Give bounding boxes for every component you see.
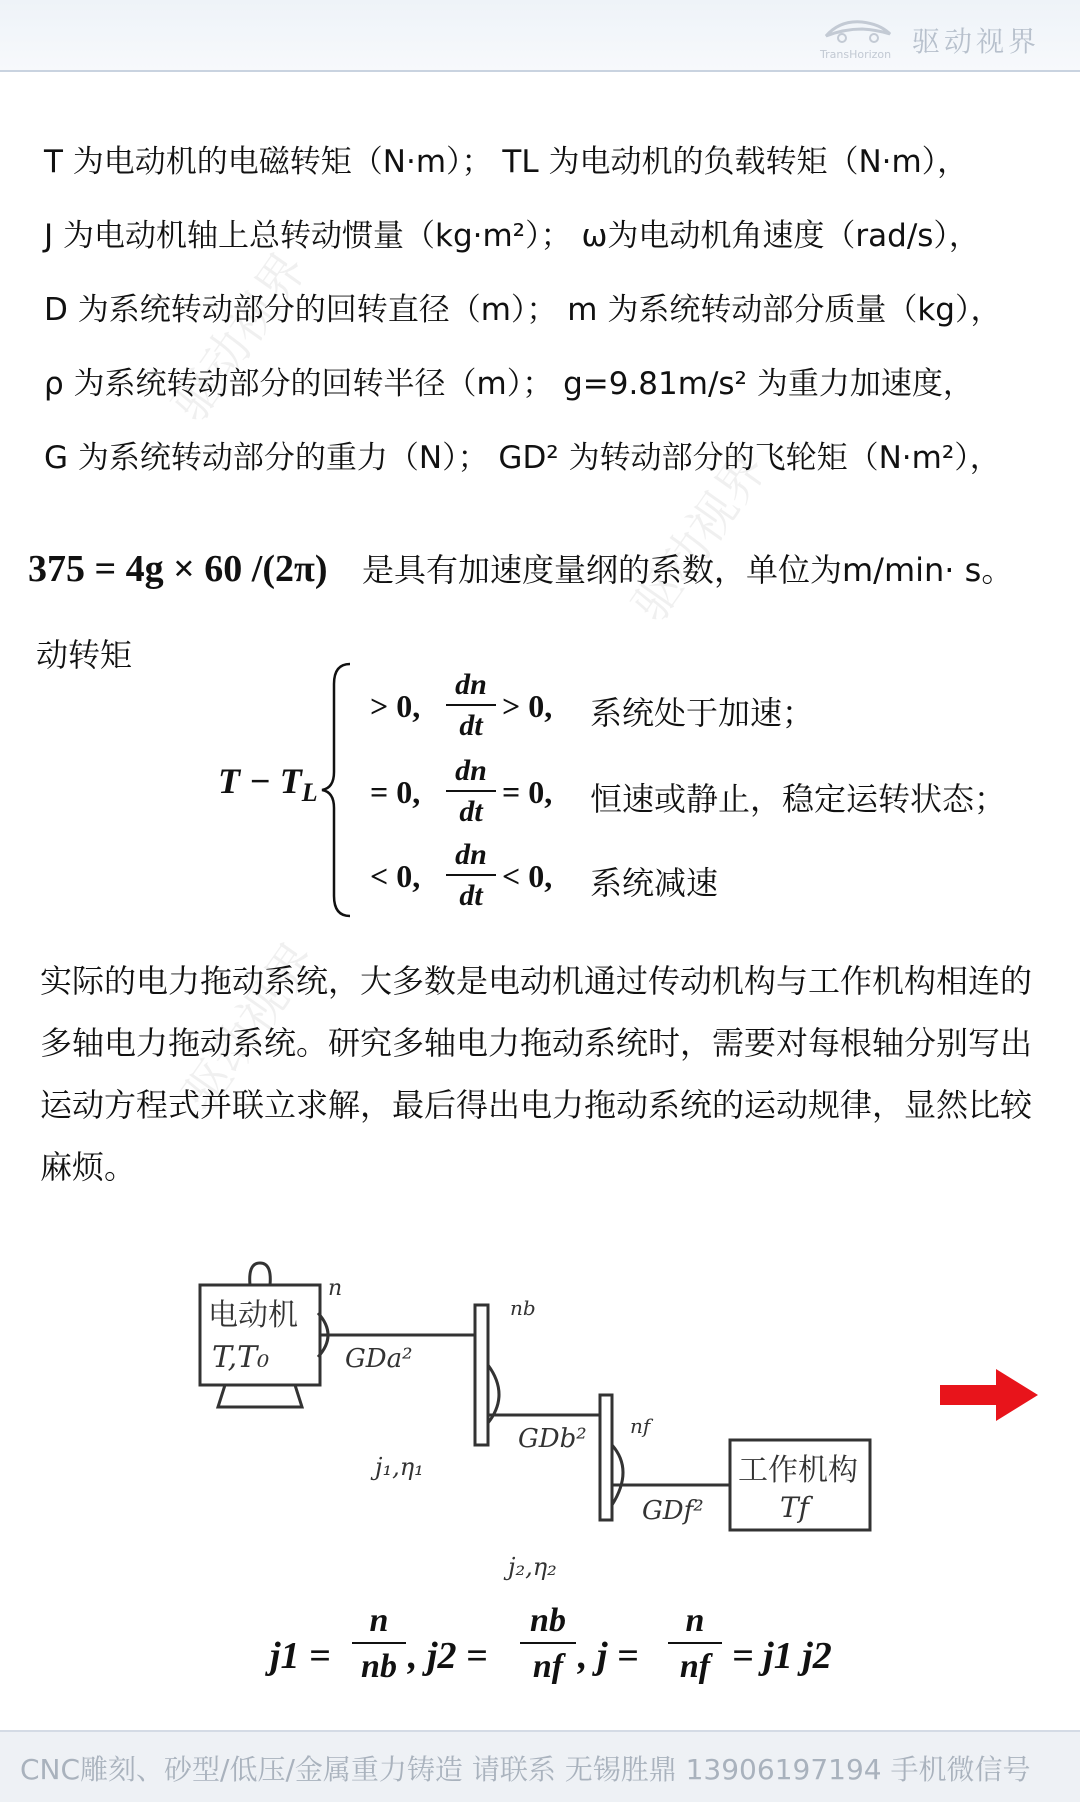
formula-j: , j = — [578, 1635, 639, 1677]
gear-1 — [475, 1305, 488, 1445]
case-row-accelerating — [370, 666, 1070, 750]
fraction-denominator: dt — [459, 709, 483, 742]
formula-product: = j1 j2 — [732, 1635, 832, 1677]
explanation-paragraph: 实际的电力拖动系统，大多数是电动机通过传动机构与工作机构相连的多轴电力拖动系统。研究多轴电力拖动系统时，需要对每根轴分别写出运动方程式并联立求解，最后得出电力拖动系统的运动规律，显然比较麻烦。 — [40, 962, 1033, 1186]
ratio-j1: j₁,η₁ — [375, 1453, 424, 1481]
case-label: 恒速或静止，稳定运转状态； — [590, 780, 1007, 818]
fraction-numerator: nb — [520, 1600, 576, 1644]
gd-a: GDa² — [345, 1344, 413, 1374]
fraction-denominator: nf — [532, 1648, 564, 1685]
logo-text: 驱动视界 — [911, 25, 1040, 58]
definition-line: D 为系统转动部分的回转直径（m）； m 为系统转动部分质量（kg）， — [44, 292, 1002, 328]
logo-subtext: TransHorizon — [820, 48, 892, 61]
case-label: 系统处于加速； — [590, 694, 815, 732]
derivative-fraction — [446, 836, 496, 914]
ratio-j2: j₂,η₂ — [508, 1553, 557, 1581]
red-arrow-icon — [940, 1369, 1038, 1421]
cases-lhs-text: T − T — [218, 761, 302, 801]
motor-loop — [250, 1263, 271, 1285]
gd-f: GDf² — [642, 1496, 704, 1526]
case-comparison-2: = 0, — [502, 774, 553, 810]
case-comparison: < 0, — [370, 858, 421, 894]
coefficient-line — [28, 545, 1013, 591]
coefficient-text: 是具有加速度量纲的系数，单位为m/min· s。 — [362, 551, 1014, 589]
footer-bar — [0, 1730, 1080, 1802]
fraction-numerator: dn — [446, 836, 496, 876]
torque-heading: 动转矩 — [36, 636, 133, 674]
gd-b: GDb² — [518, 1424, 587, 1454]
derivative-fraction — [446, 666, 496, 744]
fraction-numerator: dn — [446, 752, 496, 792]
definition-line: G 为系统转动部分的重力（N）； GD² 为转动部分的飞轮矩（N·m²）， — [44, 440, 1001, 476]
watermark: 驱动视界 — [161, 242, 318, 432]
motor-label-2: T,T₀ — [212, 1340, 270, 1375]
watermark: 驱动视界 — [171, 932, 328, 1122]
footer-contact-text: CNC雕刻、砂型/低压/金属重力铸造 请联系 无锡胜鼎 13906197194 手机微信号 — [20, 1753, 1031, 1786]
torque-cases — [0, 660, 1080, 920]
coefficient-formula: 375 = 4g × 60 /(2π) — [28, 548, 328, 590]
speed-n: n — [328, 1276, 343, 1301]
watermark: 驱动视界 — [621, 442, 778, 632]
cases-lhs-sub: L — [301, 778, 318, 808]
fraction-j2 — [520, 1600, 576, 1688]
fraction-numerator: n — [352, 1600, 406, 1644]
case-label: 系统减速 — [590, 864, 719, 902]
derivative-fraction — [446, 752, 496, 830]
case-row-decelerating — [370, 836, 1070, 920]
flywheel-f — [612, 1445, 623, 1505]
formula-j1: j1 = — [270, 1635, 331, 1677]
definition-line: T 为电动机的电磁转矩（N·m）； TL 为电动机的负载转矩（N·m）， — [44, 144, 969, 180]
header-bar — [0, 0, 1080, 72]
fraction-numerator: dn — [446, 666, 496, 706]
fraction-denominator: dt — [459, 795, 483, 828]
left-brace — [320, 660, 360, 920]
speed-nf: nf — [630, 1414, 651, 1438]
transmission-diagram — [190, 1255, 1070, 1585]
fraction-j — [668, 1600, 722, 1688]
case-comparison: = 0, — [370, 774, 421, 810]
definitions-block — [44, 140, 1054, 510]
cases-lhs — [218, 760, 318, 808]
gear-2 — [600, 1395, 612, 1520]
case-comparison: > 0, — [370, 688, 421, 724]
ratio-formula — [270, 1600, 870, 1710]
motor-label-1: 电动机 — [208, 1298, 298, 1333]
definition-line: ρ 为系统转动部分的回转半径（m）； g=9.81m/s² 为重力加速度， — [44, 366, 974, 402]
fraction-denominator: nb — [361, 1648, 397, 1685]
brand-logo — [820, 14, 1040, 60]
car-logo-icon — [822, 16, 894, 46]
work-label-1: 工作机构 — [738, 1453, 858, 1488]
case-row-steady — [370, 752, 1070, 836]
motor-base — [218, 1385, 302, 1407]
fraction-denominator: dt — [459, 879, 483, 912]
work-label-2: Tf — [780, 1491, 810, 1524]
fraction-denominator: nf — [679, 1648, 711, 1685]
speed-nb: nb — [510, 1296, 536, 1320]
formula-j2: , j2 = — [408, 1635, 488, 1677]
case-comparison-2: < 0, — [502, 858, 553, 894]
fraction-numerator: n — [668, 1600, 722, 1644]
case-comparison-2: > 0, — [502, 688, 553, 724]
definition-line: J 为电动机轴上总转动惯量（kg·m²）； ω为电动机角速度（rad/s）， — [44, 218, 980, 254]
fraction-j1 — [352, 1600, 406, 1688]
